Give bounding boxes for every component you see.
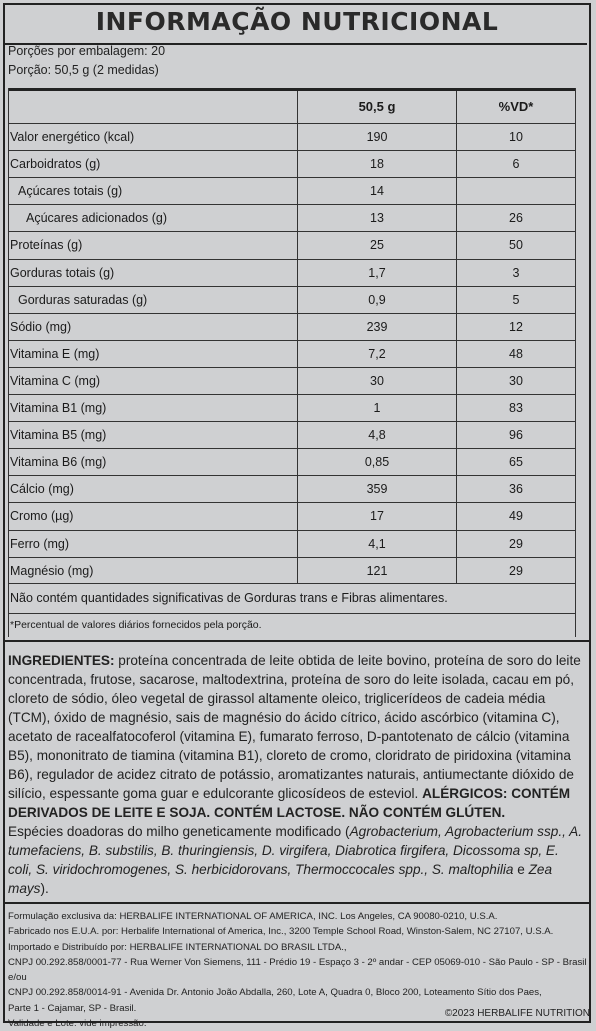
nutrient-vd: 5 xyxy=(512,292,520,307)
nutrient-label: Cromo (µg) xyxy=(10,509,74,524)
table-row xyxy=(8,150,576,177)
table-row xyxy=(8,313,576,340)
nutrient-label: Valor energético (kcal) xyxy=(10,130,135,144)
table-row xyxy=(8,557,576,584)
nutrient-vd: 12 xyxy=(509,319,523,334)
nutrient-amount: 7,2 xyxy=(368,346,386,361)
nutrient-amount: 13 xyxy=(370,211,384,226)
nutrient-amount: 1,7 xyxy=(368,265,386,280)
footer-line: Validade e Lote: vide impressão. xyxy=(8,1018,147,1030)
gmo-intro: Espécies doadoras do milho geneticamente modificado ( xyxy=(8,824,350,839)
table-row xyxy=(8,448,576,475)
nutrient-label: Cálcio (mg) xyxy=(10,482,74,497)
table-row xyxy=(8,177,576,204)
trans-fat-note: Não contém quantidades significativas de Gorduras trans e Fibras alimentares. xyxy=(10,591,448,605)
nutrient-vd: 26 xyxy=(509,211,523,226)
nutrient-label: Gorduras totais (g) xyxy=(10,265,115,280)
nutrient-label: Carboidratos (g) xyxy=(10,157,101,172)
nutrient-vd: 10 xyxy=(509,130,523,144)
nutrient-amount: 4,1 xyxy=(368,536,386,551)
nutrient-label: Vitamina B1 (mg) xyxy=(10,401,107,415)
portion-size: Porção: 50,5 g (2 medidas) xyxy=(8,63,159,77)
footer-line: Formulação exclusiva da: HERBALIFE INTERNATIONAL OF AMERICA, INC. Los Angeles, CA 90080-0210, U.S.A. xyxy=(8,911,498,922)
panel-title: INFORMAÇÃO NUTRICIONAL xyxy=(95,7,499,36)
nutrient-amount: 1 xyxy=(373,401,381,415)
header-vd: %VD* xyxy=(498,99,534,114)
table-row xyxy=(8,231,576,258)
table-row xyxy=(8,530,576,557)
table-row xyxy=(8,475,576,502)
nutrient-amount: 30 xyxy=(370,373,384,388)
nutrient-amount: 18 xyxy=(370,157,384,172)
nutrient-label: Ferro (mg) xyxy=(10,536,70,551)
column-divider xyxy=(297,91,298,583)
nutrient-amount: 121 xyxy=(366,563,388,578)
nutrient-label: Vitamina E (mg) xyxy=(10,346,100,361)
nutrient-amount: 0,9 xyxy=(368,292,386,307)
vd-footnote: *Percentual de valores diários fornecidos pela porção. xyxy=(10,619,262,631)
nutrient-amount: 14 xyxy=(370,184,384,199)
nutrient-label: Vitamina B6 (mg) xyxy=(10,455,107,470)
footer-divider xyxy=(3,902,591,904)
table-row xyxy=(8,367,576,394)
footer-line: CNPJ 00.292.858/0001-77 - Rua Werner Von Siemens, 111 - Prédio 19 - Espaço 3 - 2º andar - CEP 05069-010 - São Paulo - SP - Brasil e/ou xyxy=(8,956,587,984)
nutrient-vd: 6 xyxy=(512,157,520,172)
table-row xyxy=(8,286,576,313)
table-row xyxy=(8,394,576,421)
nutrient-amount: 4,8 xyxy=(368,428,386,443)
nutrient-amount: 190 xyxy=(366,130,388,144)
table-row xyxy=(8,502,576,529)
header-portion: 50,5 g xyxy=(358,99,396,114)
nutrient-label: Açúcares adicionados (g) xyxy=(26,211,168,226)
table-row xyxy=(8,204,576,231)
table-header xyxy=(8,91,576,123)
table-left-border xyxy=(8,88,9,637)
nutrient-vd: 30 xyxy=(509,373,523,388)
nutrient-vd: 48 xyxy=(509,346,523,361)
vd-note-row xyxy=(8,613,576,637)
nutrient-label: Sódio (mg) xyxy=(10,319,72,334)
nutrient-amount: 17 xyxy=(370,509,384,524)
gmo-close: ). xyxy=(40,881,49,896)
table-row xyxy=(8,340,576,367)
nutrient-vd: 3 xyxy=(512,265,520,280)
gmo-and: e xyxy=(513,862,529,877)
nutrient-label: Proteínas (g) xyxy=(10,238,83,253)
copyright: ©2023 HERBALIFE NUTRITION xyxy=(444,1008,590,1019)
allergens-text: ALÉRGICOS: CONTÉM DERIVADOS DE LEITE E SOJA. CONTÉM LACTOSE. NÃO CONTÉM GLÚTEN. xyxy=(8,786,571,820)
ingredients-block xyxy=(8,651,582,898)
column-divider xyxy=(456,91,457,583)
footer-line: CNPJ 00.292.858/0014-91 - Avenida Dr. Antonio João Abdalla, 260, Lote A, Quadra 0, Bloco 200, Loteamento Sítio dos Paes, xyxy=(8,987,542,999)
table-row xyxy=(8,421,576,448)
nutrient-vd: 96 xyxy=(509,428,523,443)
ingredients-text: proteína concentrada de leite obtida de leite bovino, proteína de soro do leite concentrada, frutose, sacarose, maltodextrina, proteína de soro do leite isolada, cacau em pó, cloreto de sódio, óleo vegetal de girassol altamente oleico, triglicerídeos de cadeia média (TCM), óxido de magnésio, sais de magnésio do ácido cítrico, ácido ascórbico (vitamina C), acetato de racealfatocoferol (vitamina E), fumarato ferroso, D-pantotenato de cálcio (vitamina B5), mononitrato de tiamina (vitamina B1), cloreto de cromo, cloridrato de piridoxina (vitamina B6), regulador de acidez citrato de potássio, aromatizantes naturais, antiumectante dióxido de silício, espessante goma guar e edulcorante glicosídeos de esteviol. xyxy=(8,653,581,801)
footer-line: Importado e Distribuído por: HERBALIFE INTERNATIONAL DO BRASIL LTDA., xyxy=(8,941,347,953)
nutrient-label: Açúcares totais (g) xyxy=(18,184,123,199)
note-row xyxy=(8,583,576,613)
nutrient-vd: 29 xyxy=(509,563,523,578)
gmo-species: Agrobacterium, Agrobacterium ssp., A. tumefaciens, B. substilis, B. thuringiensis, D. virgifera, Diabrotica firgifera, Dicossoma sp, E. coli, S. viridochromogenes, S. herbicidorovans, Thermoccocales spp., S. maltophilia xyxy=(8,824,583,877)
table-row xyxy=(8,123,576,150)
nutrient-label: Vitamina C (mg) xyxy=(10,373,101,388)
nutrient-amount: 25 xyxy=(370,238,384,253)
nutrient-amount: 239 xyxy=(366,319,388,334)
footer-line: Fabricado nos E.U.A. por: Herbalife International of America, Inc., 3200 Temple School Road, Winston-Salem, NC 27107, U.S.A. xyxy=(8,926,554,938)
nutrient-amount: 359 xyxy=(366,482,388,497)
nutrient-vd: 65 xyxy=(509,455,523,470)
nutrient-label: Magnésio (mg) xyxy=(10,563,94,578)
nutrient-label: Vitamina B5 (mg) xyxy=(10,428,107,443)
nutrient-label: Gorduras saturadas (g) xyxy=(18,292,148,307)
nutrient-vd: 50 xyxy=(509,238,523,253)
nutrient-vd: 29 xyxy=(509,536,523,551)
gmo-last-species: Zea mays xyxy=(8,862,553,896)
table-right-border xyxy=(575,88,576,637)
table-row xyxy=(8,259,576,286)
ingredients-label: INGREDIENTES: xyxy=(8,653,115,668)
footer-line: Parte 1 - Cajamar, SP - Brasil. xyxy=(8,1002,137,1014)
nutrient-vd: 49 xyxy=(509,509,523,524)
portions-per-package: Porções por embalagem: 20 xyxy=(8,44,166,58)
nutrient-amount: 0,85 xyxy=(364,455,390,470)
nutrient-vd: 36 xyxy=(509,482,523,497)
nutrient-vd: 83 xyxy=(509,401,523,415)
